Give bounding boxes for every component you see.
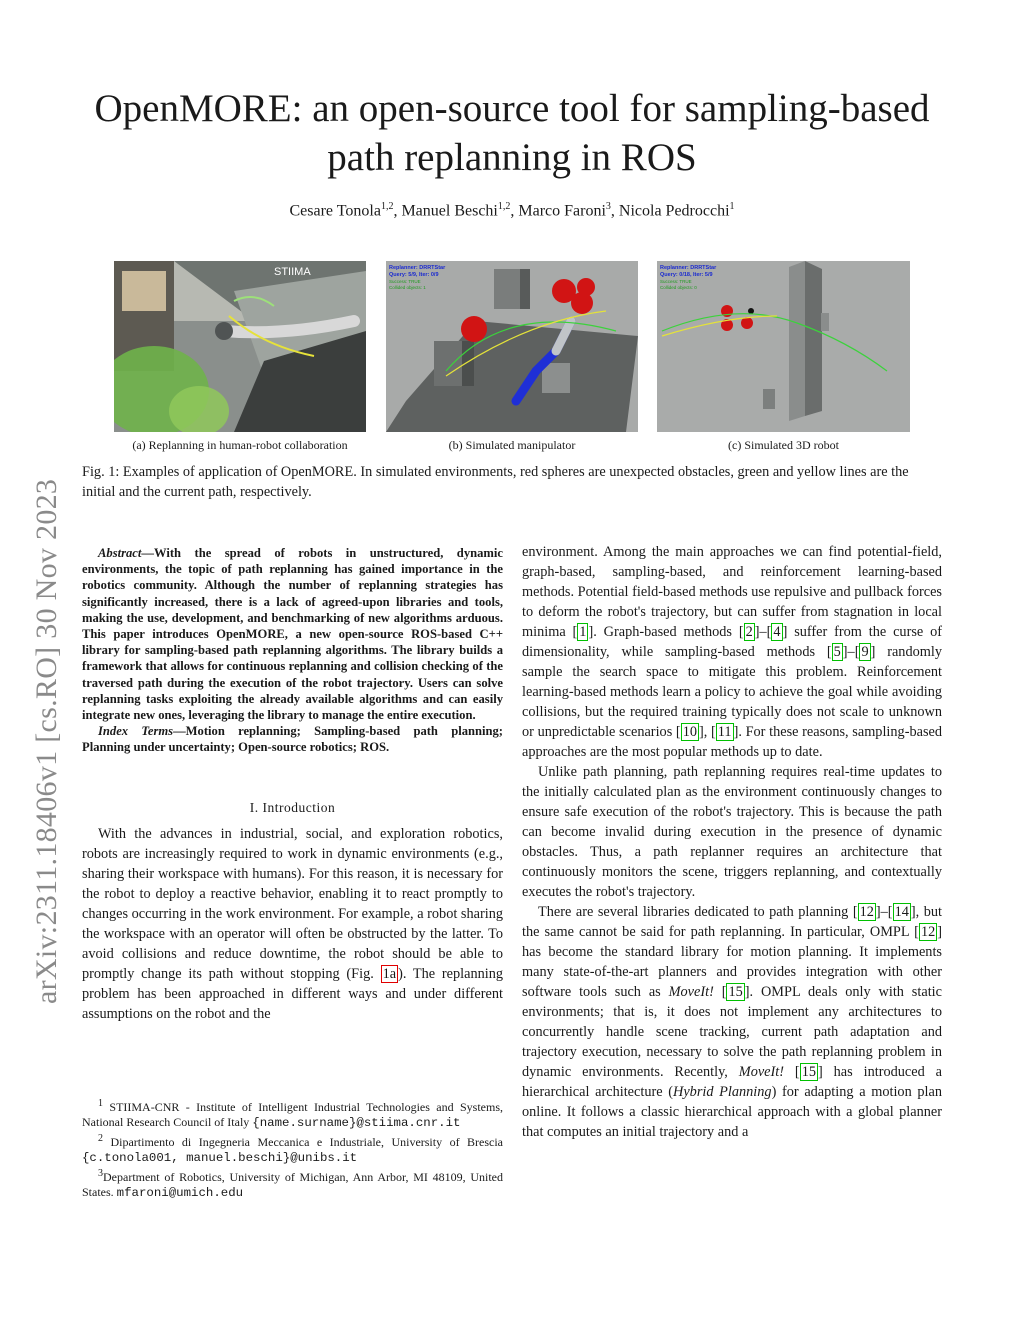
subcaption-a: (a) Replanning in human-robot collaboration <box>132 438 348 452</box>
stiima-label: STIIMA <box>274 266 311 278</box>
author-affiliation: 1,2 <box>380 201 394 212</box>
intro-paragraph-1: With the advances in industrial, social, and exploration robotics, robots are increasingly required to work in dynamic environments (e.g., sharing their workspace with humans). For this reason, it is necessary for the robot to deploy a reactive behavior, enabling it to react promptly to changes occurring in the work environment. For example, a robot sharing the workspace with an operator will often be obstructed by the latter. To avoid collisions and reduce downtime, the robot should be able to promptly change its path without stopping (Fig. 1a ). The replanning problem has been approached in different ways and under different assumptions on the robot and the <box>82 825 504 1022</box>
sim-overlay-line: Query: 0/18, Iter: 5/9 <box>660 272 713 278</box>
sim-overlay-line: Success: TRUE <box>389 279 421 284</box>
citation-link[interactable]: 12 <box>920 924 936 940</box>
title-line-1: OpenMORE: an open-source tool for sampling-based <box>94 87 930 130</box>
citation-link[interactable]: 10 <box>682 724 697 740</box>
author-name: Marco Faroni <box>518 202 606 220</box>
citation-link[interactable]: 11 <box>717 724 732 740</box>
footnotes <box>82 1096 503 1201</box>
footnote-1: $^1$ STIIMA-CNR - Institute of Intelligent Industrial Technologies and Systems, National Research Council of Italy {name.surname}@stiima.cnr.it <box>82 1098 504 1130</box>
author-name: Nicola Pedrocchi <box>618 202 730 220</box>
citation-link[interactable]: 1 <box>579 624 587 640</box>
citation-link[interactable]: 12 <box>859 904 874 920</box>
email-affiliation-2: {c.tonola001, manuel.beschi}@unibs.it <box>82 1151 358 1165</box>
abstract-text: —With the spread of robots in unstructured, dynamic environments, the topic of path replanning has gained importance in the robotics community. Although the number of replanning strategies has significantly increased, there is a lack of agreed-upon libraries and tools, making the use, development, and benchmarking of new algorithms arduous. This paper introduces OpenMORE, a new open-source ROS-based C++ library for sampling-based path replanning algorithms. The library builds a framework that allows for continuous replanning and collision checking of the traversed path during the execution of the robot trajectory. Users can solve replanning tasks exploiting the already available algorithms and can easily integrate new ones, leveraging the library to manage the entire execution. <box>82 546 503 723</box>
author-affiliation: 3 <box>605 201 611 212</box>
sim-overlay-line: Success: TRUE <box>660 279 692 284</box>
moveit-term: MoveIt! <box>738 1064 785 1080</box>
paragraph-replanning: Unlike path planning, path replanning requires real-time updates to the initially calculated plan as the environment continuously changes to ensure safe execution of the robot's trajectory. This is because the path can become invalid during execution in the presence of dynamic obstacles. Thus, a path replanner requires an architecture that continuously monitors the scene, triggers replanning, and contextually executes the robot's trajectory. <box>522 764 942 900</box>
paragraph-libraries: There are several libraries dedicated to path planning [ 12 ]–[ 14 ], but the same cannot be said for path replanning. In particular, OMPL [ 12 ] has become the standard library for motion planning. It implements many state-of-the-art planners and provides integration with other software tools such as MoveIt! [ 15 ]. OMPL deals only with static environments; that is, it does not implement any architectures to concurrently handle scene tracking, current path adaptation and trajectory execution, necessary to solve the path replanning problem in dynamic environments. Recently, MoveIt! [ 15 ] has introduced a hierarchical architecture (Hybrid Planning) for adapting a motion plan online. It follows a classic hierarchical approach with a global planner that computes an initial trajectory and a <box>522 904 942 1140</box>
hybrid-planning-term: Hybrid Planning <box>673 1084 772 1100</box>
sim-overlay-line: Collided objects: 1 <box>389 285 426 290</box>
hrc-photo-illustration <box>114 261 366 432</box>
section-heading-introduction: I. Introduction <box>249 799 336 815</box>
email-affiliation-1: {name.surname}@stiima.cnr.it <box>252 1116 461 1130</box>
figure-panel-b <box>386 261 638 432</box>
subcaption-b: (b) Simulated manipulator <box>448 438 576 452</box>
index-terms-text: —Motion replanning; Sampling-based path planning; Planning under uncertainty; Open-source robotics; ROS. <box>82 724 503 755</box>
subcaption-c: (c) Simulated 3D robot <box>728 438 839 452</box>
citation-link[interactable]: 4 <box>773 624 781 640</box>
author-name: Manuel Beschi <box>401 202 498 220</box>
citation-link[interactable]: 2 <box>745 624 753 640</box>
citation-link[interactable]: 15 <box>728 984 743 1000</box>
sim-overlay-line: Collided objects: 0 <box>660 285 697 290</box>
citation-link[interactable]: 15 <box>801 1064 816 1080</box>
arxiv-identifier: arXiv:2311.18406v1 [cs.RO] 30 Nov 2023 <box>30 478 63 1004</box>
sim-overlay-line: Replanner: DRRTStar <box>389 265 446 271</box>
abstract-label: Abstract <box>98 546 142 560</box>
author-affiliation: 1 <box>729 201 735 212</box>
citation-link[interactable]: 14 <box>894 904 909 920</box>
email-affiliation-3: mfaroni@umich.edu <box>116 1186 244 1200</box>
moveit-term: MoveIt! <box>668 984 714 1000</box>
sim-overlay-line: Query: 5/9, Iter: 0/9 <box>389 272 439 278</box>
author-list: Cesare Tonola$^{1,2}$, Manuel Beschi$^{1,2}$, Marco Faroni$^3$, Nicola Pedrocchi$^1$ <box>289 201 735 220</box>
left-column <box>82 545 503 1024</box>
citation-link[interactable]: 9 <box>861 644 869 660</box>
3d-robot-sim-illustration <box>657 261 910 432</box>
index-terms-label: Index Terms <box>98 724 174 739</box>
sim-overlay-line: Replanner: DRRTStar <box>660 265 717 271</box>
footnote-3: $^3$Department of Robotics, University of Michigan, Ann Arbor, MI 48109, United States. mfaroni@umich.edu <box>82 1168 503 1200</box>
figure-reference-link[interactable]: 1a <box>382 965 397 982</box>
footnote-2: $^2$ Dipartimento di Ingegneria Meccanica e Industriale, University of Brescia {c.tonola001, manuel.beschi}@unibs.it <box>82 1133 504 1165</box>
abstract <box>82 545 503 723</box>
paragraph-approaches: environment. Among the main approaches we can find potential-field, graph-based, sampling-based, and reinforcement learning-based methods. Potential field-based methods use repulsive and pullback forces to deform the robot's trajectory, but can suffer from stagnation in local minima [ 1 ]. Graph-based methods [ 2 ]–[ 4 ] suffer from the curse of dimensionality, while sampling-based methods [ 5 ]–[ 9 ] randomly sample the search space to mitigate this problem. Reinforcement learning-based methods learn a policy to achieve the goal while avoiding collisions, but the required training typically does not scale to unknown or unpredictable scenarios [ 10 ], [ 11 ]. For these reasons, sampling-based approaches are the most popular methods up to date. <box>522 544 943 760</box>
figure-caption: Fig. 1: Examples of application of OpenMORE. In simulated environments, red spheres are unexpected obstacles, green and yellow lines are the initial and the current path, respectively. <box>82 464 909 500</box>
manipulator-sim-illustration <box>386 261 638 432</box>
figure-panel-c <box>657 261 910 432</box>
citation-link[interactable]: 5 <box>833 644 841 660</box>
paper-title <box>0 84 1024 182</box>
author-name: Cesare Tonola <box>289 202 381 220</box>
right-column <box>522 542 942 1142</box>
figure-panel-a <box>114 261 366 432</box>
author-affiliation: 1,2 <box>497 201 511 212</box>
index-terms <box>82 723 503 755</box>
title-line-2: path replanning in ROS <box>327 136 697 179</box>
